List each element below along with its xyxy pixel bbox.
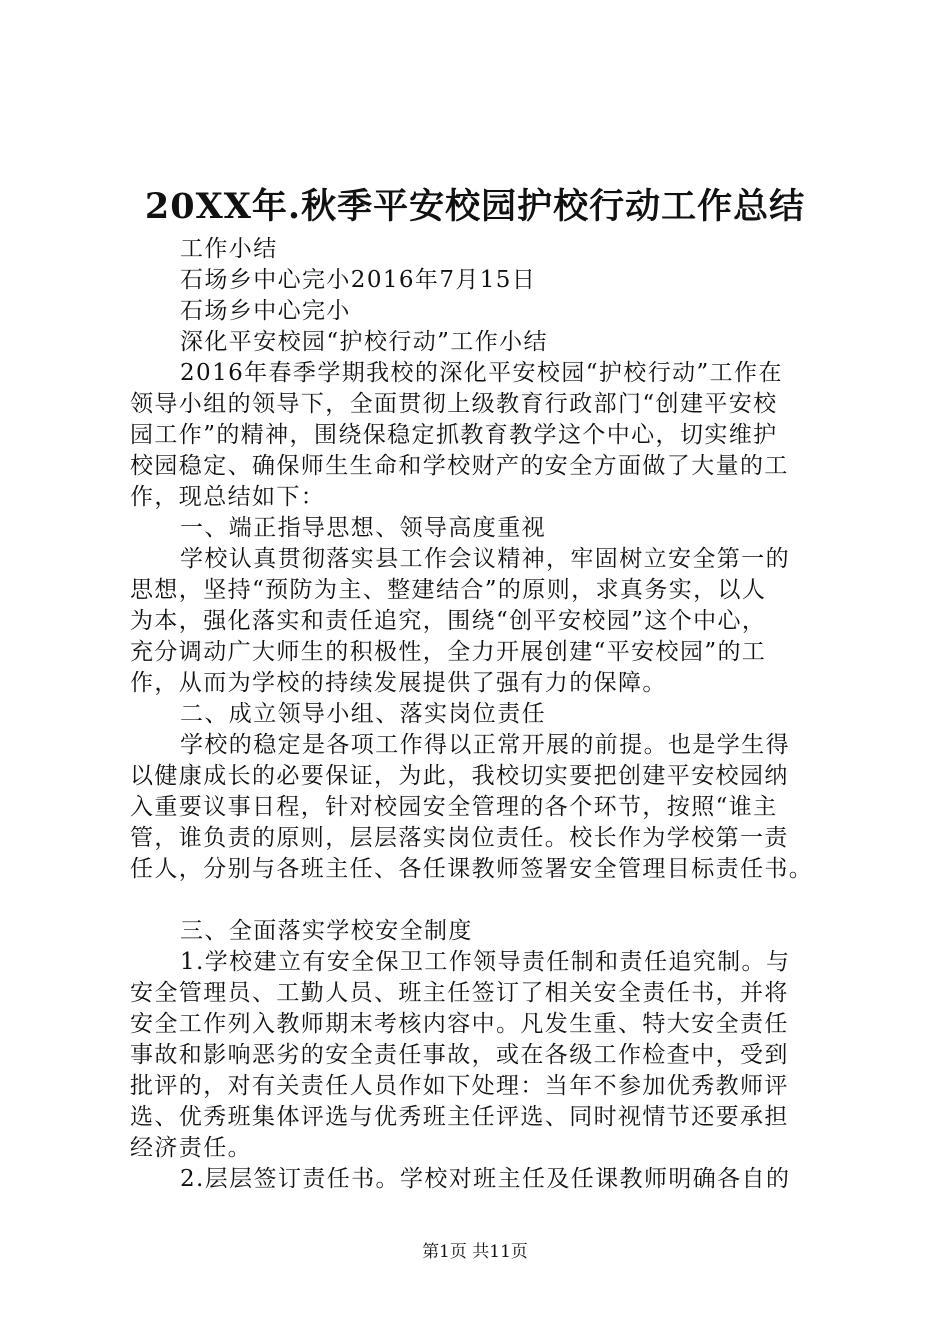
document-body (130, 234, 830, 1195)
blank-line (130, 885, 830, 916)
text-line: 园工作”的精神，围绕保稳定抓教育教学这个中心，切实维护 (130, 422, 778, 448)
text-line: 充分调动广大师生的积极性，全力开展创建“平安校园”的工 (130, 639, 767, 665)
text-line: 任人，分别与各班主任、各任课教师签署安全管理目标责任书。 (130, 856, 814, 882)
text-line: 2.层层签订责任书。学校对班主任及任课教师明确各自的 (180, 1166, 791, 1192)
text-line: 2016年春季学期我校的深化平安校园“护校行动”工作在 (180, 360, 783, 386)
document-title: 20XX年.秋季平安校园护校行动工作总结 (144, 186, 806, 227)
text-line: 入重要议事日程，针对校园安全管理的各个环节，按照“谁主 (130, 794, 778, 820)
text-line: 领导小组的领导下，全面贯彻上级教育行政部门“创建平安校 (130, 391, 778, 417)
text-line: 校园稳定、确保师生生命和学校财产的安全方面做了大量的工 (130, 453, 789, 479)
text-line: 经济责任。 (130, 1135, 252, 1161)
text-line: 工作小结 (180, 236, 278, 262)
text-line: 作，从而为学校的持续发展提供了强有力的保障。 (130, 670, 667, 696)
text-line: 学校的稳定是各项工作得以正常开展的前提。也是学生得 (180, 732, 790, 758)
text-line: 作，现总结如下： (130, 484, 326, 510)
text-line: 深化平安校园“护校行动”工作小结 (180, 329, 548, 355)
text-line: 二、成立领导小组、落实岗位责任 (180, 701, 546, 727)
text-line: 为本，强化落实和责任追究，围绕“创平安校园”这个中心， (130, 608, 767, 634)
text-line: 以健康成长的必要保证，为此，我校切实要把创建平安校园纳 (130, 763, 789, 789)
text-line: 事故和影响恶劣的安全责任事故，或在各级工作检查中，受到 (130, 1042, 789, 1068)
page-footer: 第1页 共11页 (422, 1242, 528, 1262)
text-line: 安全管理员、工勤人员、班主任签订了相关安全责任书，并将 (130, 980, 789, 1006)
text-line: 三、全面落实学校安全制度 (180, 918, 473, 944)
text-line: 1.学校建立有安全保卫工作领导责任制和责任追究制。与 (180, 949, 791, 975)
text-line: 石场乡中心完小 (180, 298, 351, 324)
text-line: 思想，坚持“预防为主、整建结合”的原则，求真务实，以人 (130, 577, 767, 603)
text-line: 石场乡中心完小2016年7月15日 (180, 267, 537, 293)
text-line: 批评的，对有关责任人员作如下处理：当年不参加优秀教师评 (130, 1073, 789, 1099)
text-line: 安全工作列入教师期末考核内容中。凡发生重、特大安全责任 (130, 1011, 789, 1037)
text-line: 管，谁负责的原则，层层落实岗位责任。校长作为学校第一责 (130, 825, 789, 851)
text-line: 一、端正指导思想、领导高度重视 (180, 515, 546, 541)
text-line: 选、优秀班集体评选与优秀班主任评选、同时视情节还要承担 (130, 1104, 789, 1130)
text-line: 学校认真贯彻落实县工作会议精神，牢固树立安全第一的 (180, 546, 790, 572)
